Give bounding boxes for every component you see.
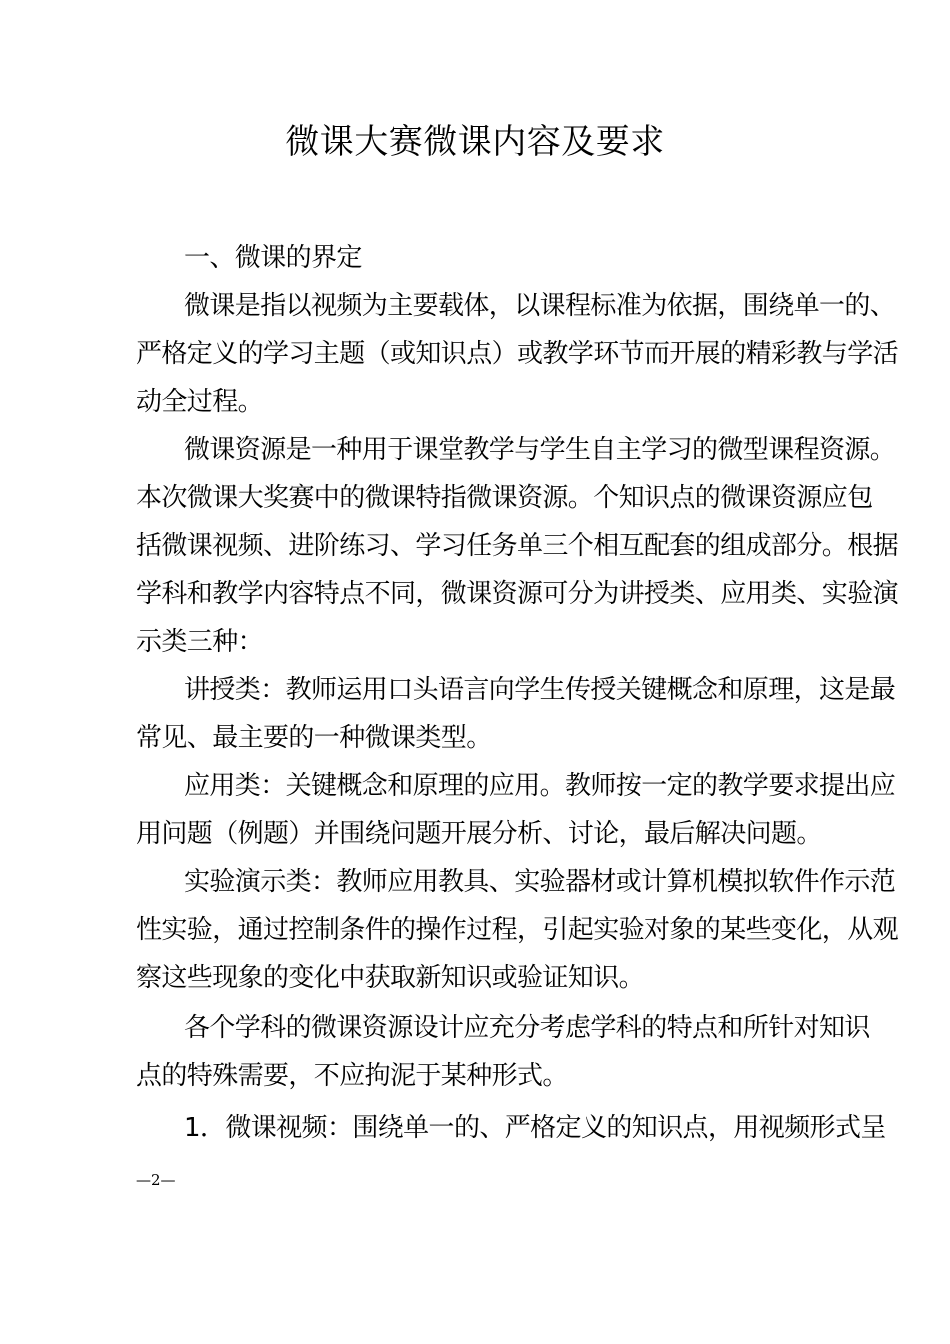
paragraph-line: 用问题（例题）并围绕问题开展分析、讨论，最后解决问题。 [136,819,822,849]
paragraph-line: 学科和教学内容特点不同，微课资源可分为讲授类、应用类、实验演 [136,579,899,609]
paragraph-line: 严格定义的学习主题（或知识点）或教学环节而开展的精彩教与学活 [136,339,899,369]
paragraph-line: 应用类：关键概念和原理的应用。教师按一定的教学要求提出应 [184,771,896,801]
paragraph-line: 点的特殊需要，不应拘泥于某种形式。 [136,1061,568,1091]
paragraph-line: 动全过程。 [136,387,264,417]
paragraph-line: 微课资源是一种用于课堂教学与学生自主学习的微型课程资源。 [184,435,896,465]
paragraph-line: 实验演示类：教师应用教具、实验器材或计算机模拟软件作示范 [184,867,896,897]
page-number: —2— [136,1171,176,1189]
paragraph-line: 性实验，通过控制条件的操作过程，引起实验对象的某些变化，从观 [136,915,899,945]
paragraph-line: 讲授类：教师运用口头语言向学生传授关键概念和原理，这是最 [184,675,896,705]
document-title: 微课大赛微课内容及要求 [285,122,665,162]
paragraph-line: 括微课视频、进阶练习、学习任务单三个相互配套的组成部分。根据 [136,531,899,561]
paragraph-line: 示类三种： [136,627,264,657]
paragraph-line: 本次微课大奖赛中的微课特指微课资源。个知识点的微课资源应包 [136,483,873,513]
paragraph-line: 1．微课视频：围绕单一的、严格定义的知识点，用视频形式呈 [184,1113,886,1143]
paragraph-line: 常见、最主要的一种微课类型。 [136,723,492,753]
section-heading-definition: 一、微课的界定 [184,243,362,273]
paragraph-line: 察这些现象的变化中获取新知识或验证知识。 [136,963,645,993]
paragraph-line: 各个学科的微课资源设计应充分考虑学科的特点和所针对知识 [184,1013,870,1043]
paragraph-line: 微课是指以视频为主要载体，以课程标准为依据，围绕单一的、 [184,291,896,321]
